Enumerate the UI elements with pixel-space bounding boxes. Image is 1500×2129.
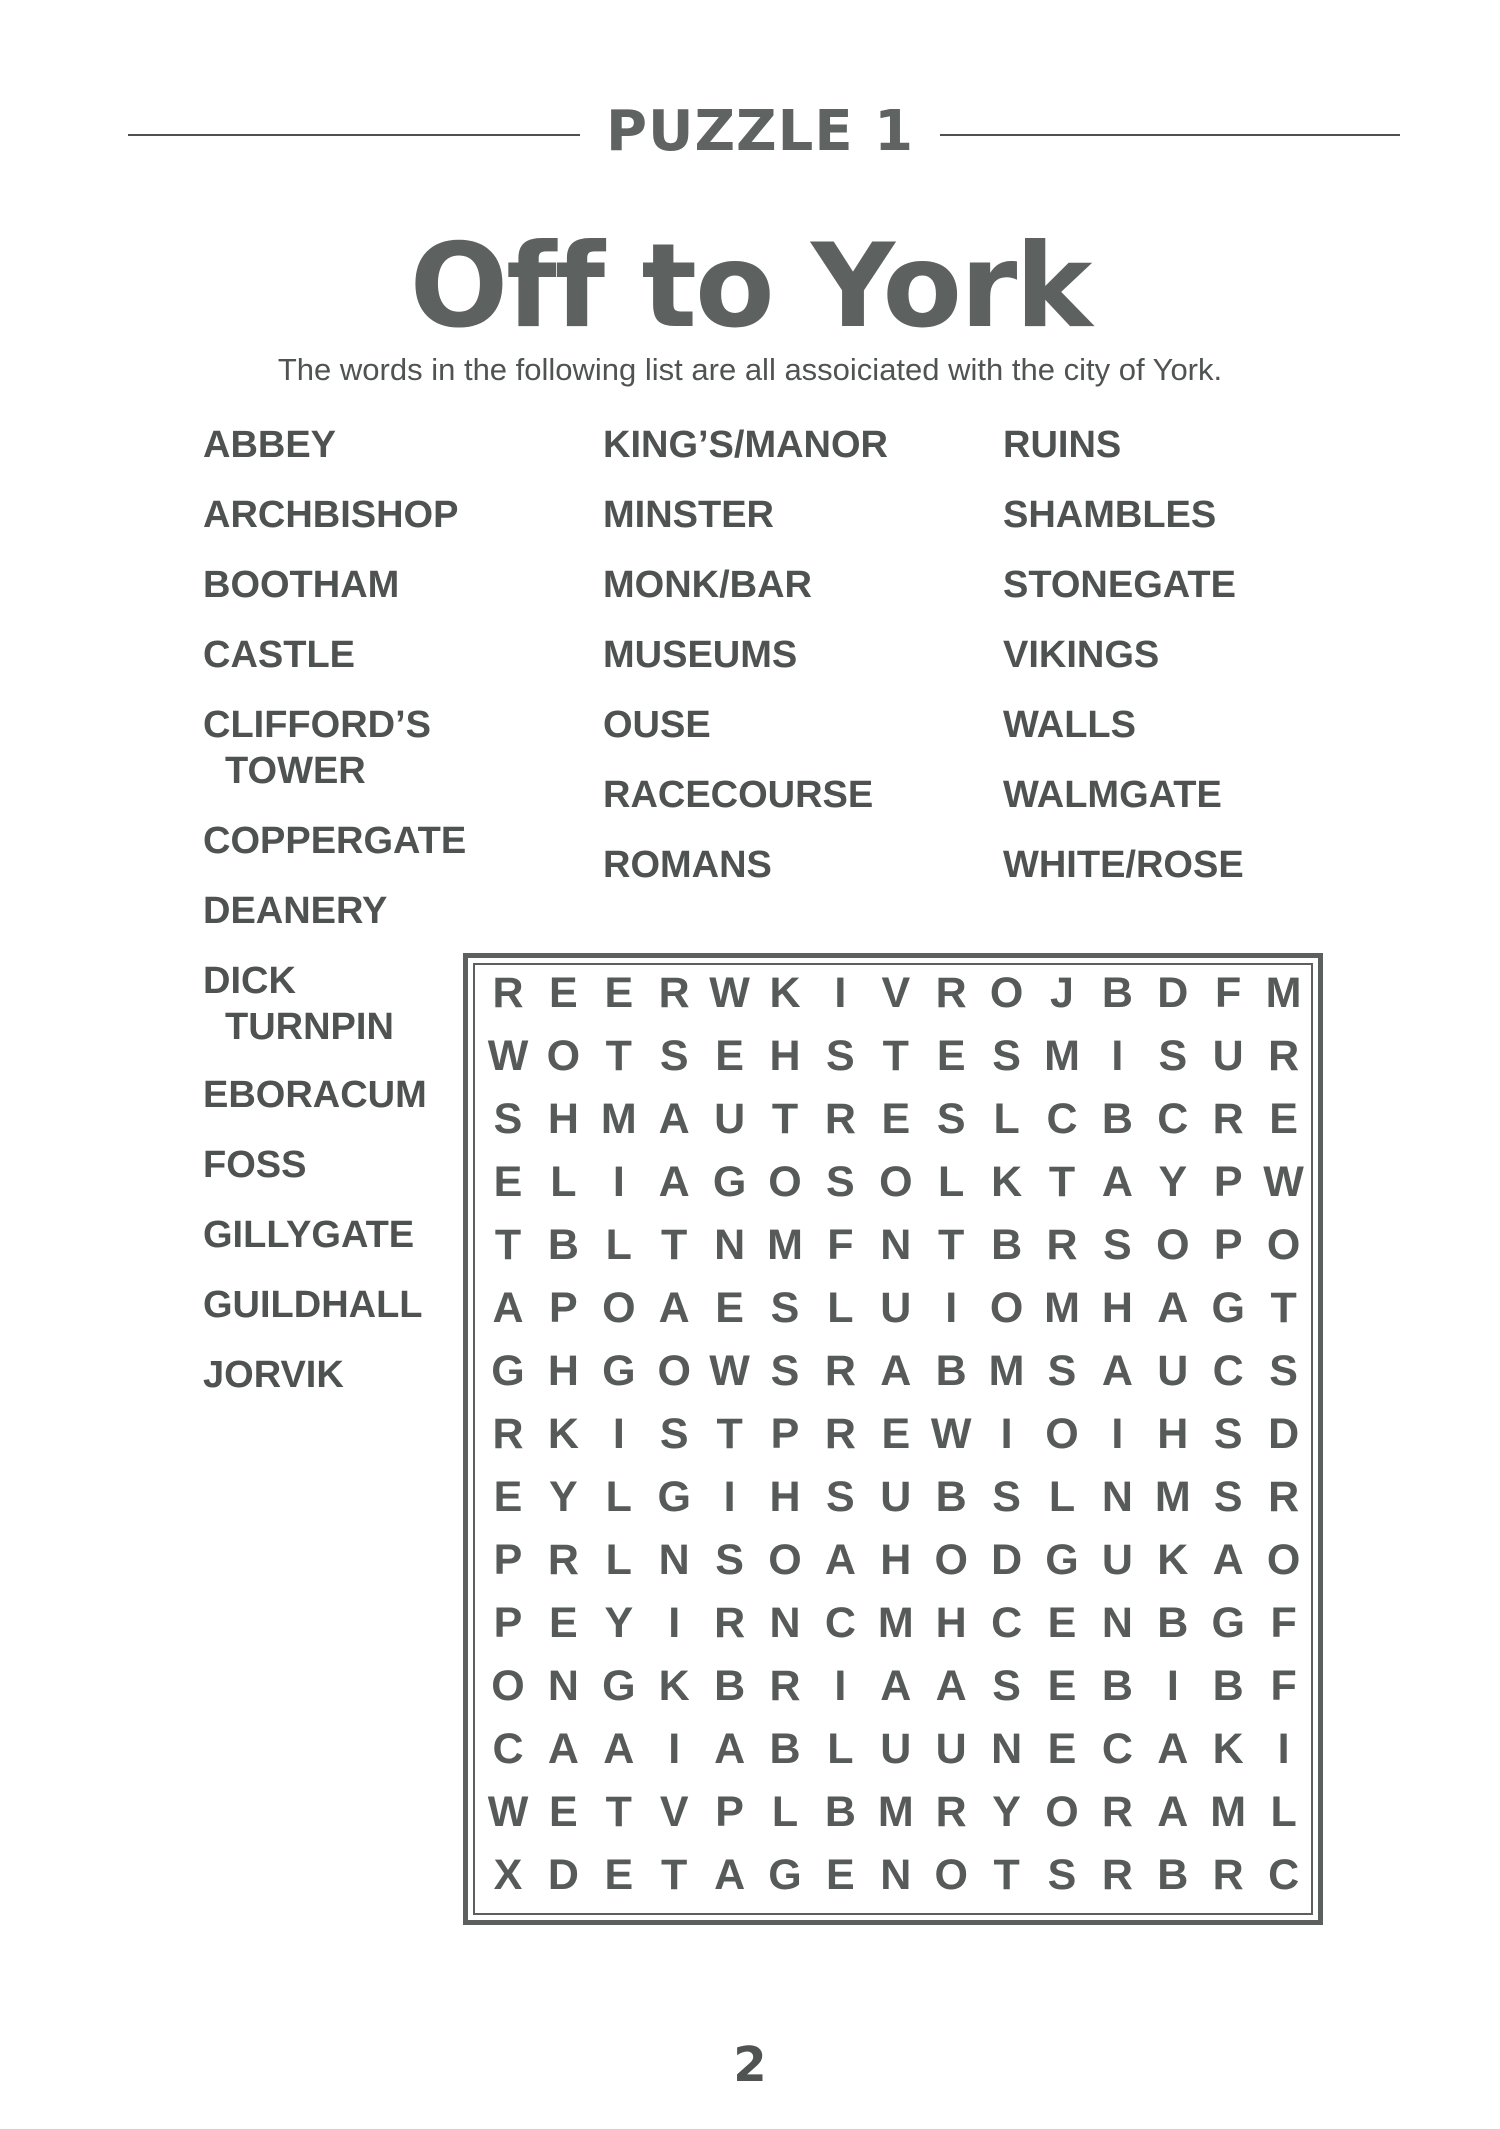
grid-cell: K [769, 969, 801, 1017]
grid-cell: A [1157, 1725, 1189, 1773]
grid-cell: T [494, 1221, 522, 1269]
grid-cell: P [715, 1788, 744, 1836]
grid-cell: N [658, 1536, 690, 1584]
grid-cell: B [935, 1473, 967, 1521]
grid-cell: H [935, 1599, 967, 1647]
grid-cell: H [547, 1095, 579, 1143]
grid-cell: E [1269, 1095, 1298, 1143]
grid-cell: S [659, 1032, 689, 1080]
grid-cell: C [1268, 1851, 1300, 1899]
grid-cell: W [487, 1032, 529, 1080]
grid-cell: R [492, 969, 524, 1017]
grid-cell: G [1211, 1599, 1245, 1647]
grid-cell: L [993, 1095, 1020, 1143]
grid-cell: P [770, 1410, 800, 1458]
word-list-item [203, 632, 355, 678]
grid-cell: M [1265, 969, 1302, 1017]
word-list-item-line: COPPERGATE [203, 820, 467, 862]
grid-cell: E [1047, 1725, 1077, 1773]
grid-cell: M [1210, 1788, 1247, 1836]
grid-cell: R [1101, 1788, 1133, 1836]
grid-cell: D [547, 1851, 579, 1899]
grid-cell: B [1157, 1599, 1189, 1647]
grid-cell: B [824, 1788, 856, 1836]
grid-cell: O [768, 1536, 802, 1584]
grid-cell: E [493, 1158, 523, 1206]
grid-cell: R [935, 969, 967, 1017]
grid-cell: C [492, 1725, 524, 1773]
grid-cell: B [547, 1221, 579, 1269]
grid-cell: M [767, 1221, 803, 1269]
grid-cell: M [877, 1788, 914, 1836]
grid-cell: R [658, 969, 690, 1017]
grid-cell: O [934, 1851, 968, 1899]
grid-cell: L [605, 1221, 632, 1269]
grid-cell: E [549, 1599, 578, 1647]
grid-cell: A [1101, 1347, 1133, 1395]
word-list-item-line: DICK [203, 960, 296, 1002]
grid-cell: H [1101, 1284, 1133, 1332]
grid-cell: T [1270, 1284, 1297, 1332]
grid-cell: U [880, 1473, 912, 1521]
grid-cell: F [1270, 1599, 1297, 1647]
grid-cell: R [769, 1662, 801, 1710]
grid-cell: C [824, 1599, 856, 1647]
grid-cell: O [1045, 1410, 1079, 1458]
grid-cell: I [612, 1410, 625, 1458]
grid-cell: U [880, 1725, 912, 1773]
grid-cell: U [1212, 1032, 1244, 1080]
grid-cell: I [668, 1725, 681, 1773]
word-list-item [203, 888, 387, 934]
grid-cell: A [1212, 1536, 1244, 1584]
header-rule-left [128, 134, 580, 136]
grid-cell: A [714, 1851, 746, 1899]
grid-cell: T [605, 1788, 632, 1836]
grid-cell: S [1047, 1851, 1077, 1899]
grid-cell: Y [604, 1599, 634, 1647]
grid-cell: N [714, 1221, 746, 1269]
grid-cell: I [1111, 1032, 1124, 1080]
grid-cell: R [1212, 1095, 1244, 1143]
grid-cell: R [1268, 1032, 1300, 1080]
grid-cell: E [549, 1788, 578, 1836]
grid-cell: B [1101, 969, 1133, 1017]
grid-cell: P [1213, 1221, 1243, 1269]
grid-cell: O [934, 1536, 968, 1584]
grid-cell: B [1101, 1095, 1133, 1143]
grid-cell: W [709, 1347, 750, 1395]
grid-cell: E [881, 1410, 911, 1458]
grid-cell: C [1046, 1095, 1078, 1143]
word-list-item-line: BOOTHAM [203, 564, 400, 606]
grid-cell: S [826, 1032, 855, 1080]
grid-cell: U [935, 1725, 967, 1773]
grid-cell: T [882, 1032, 909, 1080]
word-list-item: WALMGATE [1003, 774, 1222, 816]
grid-cell: R [714, 1599, 746, 1647]
grid-cell: A [1157, 1788, 1189, 1836]
grid-cell: S [1047, 1347, 1077, 1395]
word-list-item [203, 1352, 344, 1398]
grid-cell: Y [549, 1473, 578, 1521]
grid-cell: S [1103, 1221, 1132, 1269]
grid-cell: O [546, 1032, 581, 1080]
grid-cell: T [716, 1410, 743, 1458]
grid-cell: K [658, 1662, 690, 1710]
grid-cell: R [824, 1095, 856, 1143]
grid-cell: N [1101, 1473, 1133, 1521]
grid-cell: O [602, 1284, 636, 1332]
grid-cell: S [1269, 1347, 1298, 1395]
word-list-item: MONK/BAR [603, 564, 812, 606]
grid-cell: R [1268, 1473, 1300, 1521]
grid-cell: E [549, 969, 578, 1017]
grid-cell: R [824, 1410, 856, 1458]
grid-cell: I [1111, 1410, 1124, 1458]
grid-cell: B [991, 1221, 1023, 1269]
grid-cell: E [1047, 1599, 1077, 1647]
word-list-item: STONEGATE [1003, 564, 1236, 606]
grid-cell: E [604, 1851, 634, 1899]
grid-cell: K [991, 1158, 1023, 1206]
grid-cell: G [1211, 1284, 1245, 1332]
grid-cell: B [1212, 1662, 1244, 1710]
grid-cell: H [769, 1032, 801, 1080]
grid-cell: G [657, 1473, 691, 1521]
grid-cell: O [1156, 1221, 1190, 1269]
grid-cell: O [989, 1284, 1024, 1332]
header-rule-right [940, 134, 1400, 136]
grid-cell: W [930, 1410, 972, 1458]
grid-cell: I [834, 969, 847, 1017]
grid-cell: L [1270, 1788, 1297, 1836]
word-list-item-line: ARCHBISHOP [203, 494, 459, 536]
page-number: 2 [733, 2037, 767, 2093]
grid-cell: S [992, 1473, 1021, 1521]
grid-cell: B [1157, 1851, 1189, 1899]
grid-cell: A [547, 1725, 579, 1773]
grid-cell: L [938, 1158, 965, 1206]
grid-cell: S [826, 1158, 855, 1206]
grid-cell: A [935, 1662, 967, 1710]
word-list-item [203, 818, 466, 864]
grid-cell: R [492, 1410, 524, 1458]
grid-cell: G [491, 1347, 525, 1395]
grid-cell: A [603, 1725, 635, 1773]
word-list-item [203, 1142, 306, 1188]
grid-cell: K [1212, 1725, 1244, 1773]
grid-cell: E [936, 1032, 966, 1080]
grid-cell: O [768, 1158, 802, 1206]
grid-cell: O [989, 969, 1024, 1017]
grid-cell: T [993, 1851, 1020, 1899]
grid-cell: M [988, 1347, 1025, 1395]
grid-cell: I [612, 1158, 625, 1206]
grid-cell: E [715, 1284, 744, 1332]
grid-cell: M [1044, 1032, 1080, 1080]
grid-cell: O [491, 1662, 525, 1710]
puzzle-label: PUZZLE 1 [605, 99, 915, 164]
grid-cell: B [1101, 1662, 1133, 1710]
grid-cell: H [880, 1536, 912, 1584]
grid-cell: S [992, 1032, 1021, 1080]
grid-cell: C [1101, 1725, 1133, 1773]
word-list-item: KING’S/MANOR [603, 424, 888, 466]
grid-cell: R [547, 1536, 579, 1584]
word-list-item [203, 1282, 423, 1328]
grid-cell: J [1050, 969, 1074, 1017]
grid-cell: A [1101, 1158, 1133, 1206]
grid-cell: U [1101, 1536, 1133, 1584]
grid-cell: O [879, 1158, 913, 1206]
word-list-item-line: FOSS [203, 1144, 307, 1186]
word-list-item: SHAMBLES [1003, 494, 1217, 536]
word-list-item-line: EBORACUM [203, 1074, 427, 1116]
grid-cell: G [1045, 1536, 1079, 1584]
grid-cell: N [880, 1221, 912, 1269]
grid-cell: L [550, 1158, 577, 1206]
grid-cell: A [880, 1662, 912, 1710]
grid-cell: M [1154, 1473, 1191, 1521]
grid-cell: N [769, 1599, 801, 1647]
word-list-item [203, 702, 431, 794]
grid-cell: N [1101, 1599, 1133, 1647]
word-list-item-line: TOWER [225, 750, 366, 792]
grid-cell: G [712, 1158, 747, 1206]
grid-cell: V [659, 1788, 689, 1836]
grid-cell: E [604, 969, 634, 1017]
grid-cell: T [1048, 1158, 1076, 1206]
word-list-item-line: CLIFFORD’S [203, 704, 431, 746]
grid-cell: R [1046, 1221, 1078, 1269]
word-list-item: RACECOURSE [603, 774, 874, 816]
grid-cell: M [877, 1599, 914, 1647]
grid-cell: B [769, 1725, 801, 1773]
word-list-item: WHITE/ROSE [1003, 844, 1244, 886]
grid-cell: R [935, 1788, 967, 1836]
grid-cell: I [1277, 1725, 1290, 1773]
grid-cell: O [1045, 1788, 1079, 1836]
grid-cell: B [714, 1662, 746, 1710]
grid-cell: Y [992, 1788, 1021, 1836]
grid-cell: Y [1158, 1158, 1188, 1206]
grid-cell: S [1158, 1032, 1188, 1080]
grid-cell: W [487, 1788, 529, 1836]
grid-cell: A [658, 1158, 690, 1206]
grid-cell: U [714, 1095, 746, 1143]
grid-cell: T [661, 1221, 688, 1269]
grid-cell: L [1048, 1473, 1076, 1521]
grid-cell: A [658, 1095, 690, 1143]
word-list-item: MINSTER [603, 494, 774, 536]
grid-cell: S [770, 1347, 800, 1395]
grid-cell: A [880, 1347, 912, 1395]
grid-cell: U [880, 1284, 912, 1332]
grid-cell: I [1166, 1662, 1179, 1710]
word-list-item [203, 422, 336, 468]
grid-cell: E [1047, 1662, 1077, 1710]
grid-cell: F [827, 1221, 854, 1269]
grid-cell: P [549, 1284, 578, 1332]
grid-cell: O [657, 1347, 691, 1395]
word-list-item [203, 562, 399, 608]
grid-cell: R [824, 1347, 856, 1395]
grid-cell: G [602, 1662, 636, 1710]
grid-cell: S [659, 1410, 689, 1458]
word-list-item: OUSE [603, 704, 711, 746]
grid-cell: E [826, 1851, 855, 1899]
grid-cell: F [1215, 969, 1242, 1017]
grid-cell: L [771, 1788, 799, 1836]
grid-cell: H [547, 1347, 579, 1395]
grid-cell: O [1266, 1536, 1301, 1584]
grid-cell: L [827, 1284, 854, 1332]
grid-cell: W [709, 969, 750, 1017]
grid-cell: C [991, 1599, 1023, 1647]
word-list-item-line: CASTLE [203, 634, 355, 676]
grid-cell: A [1157, 1284, 1189, 1332]
grid-cell: S [826, 1473, 855, 1521]
grid-cell: H [769, 1473, 801, 1521]
grid-cell: A [492, 1284, 524, 1332]
grid-cell: A [824, 1536, 856, 1584]
grid-cell: D [991, 1536, 1023, 1584]
word-list-item-line: GILLYGATE [203, 1214, 415, 1256]
grid-cell: K [547, 1410, 579, 1458]
grid-cell: W [1263, 1158, 1304, 1206]
grid-cell: I [723, 1473, 736, 1521]
word-list-item: RUINS [1003, 424, 1122, 466]
grid-cell: N [880, 1851, 912, 1899]
grid-cell: U [1157, 1347, 1189, 1395]
grid-cell: S [715, 1536, 744, 1584]
grid-cell: S [1213, 1410, 1243, 1458]
grid-cell: O [1266, 1221, 1301, 1269]
grid-cell: V [881, 969, 911, 1017]
grid-cell: A [658, 1284, 690, 1332]
grid-cell: D [1268, 1410, 1300, 1458]
word-list-item-line: DEANERY [203, 890, 388, 932]
grid-cell: T [661, 1851, 688, 1899]
word-list-item: MUSEUMS [603, 634, 798, 676]
grid-cell: M [600, 1095, 637, 1143]
grid-cell: R [1101, 1851, 1133, 1899]
grid-cell: B [935, 1347, 967, 1395]
word-list-item: WALLS [1003, 704, 1136, 746]
word-list-item-line: GUILDHALL [203, 1284, 423, 1326]
grid-cell: S [770, 1284, 800, 1332]
word-list-item-line: TURNPIN [225, 1006, 394, 1048]
word-list-item [203, 958, 394, 1050]
grid-cell: S [936, 1095, 966, 1143]
grid-cell: N [991, 1725, 1023, 1773]
grid-cell: G [602, 1347, 636, 1395]
grid-cell: S [493, 1095, 523, 1143]
grid-cell: I [668, 1599, 681, 1647]
grid-cell: T [938, 1221, 965, 1269]
grid-cell: H [1157, 1410, 1189, 1458]
word-list-item [203, 1212, 414, 1258]
page-subtitle: The words in the following list are all assoiciated with the city of York. [277, 352, 1223, 387]
word-list-item-line: JORVIK [203, 1354, 344, 1396]
grid-cell: E [715, 1032, 744, 1080]
grid-cell: E [493, 1473, 523, 1521]
grid-cell: P [493, 1599, 523, 1647]
grid-cell: L [605, 1473, 632, 1521]
grid-cell: X [493, 1851, 523, 1899]
page-title: Off to York [409, 219, 1091, 354]
grid-cell: E [881, 1095, 911, 1143]
grid-cell: I [834, 1662, 847, 1710]
word-list-item [203, 1072, 427, 1118]
grid-cell: P [493, 1536, 523, 1584]
grid-cell: I [945, 1284, 958, 1332]
grid-cell: A [714, 1725, 746, 1773]
grid-cell: C [1212, 1347, 1244, 1395]
grid-cell: G [768, 1851, 802, 1899]
grid-cell: N [547, 1662, 579, 1710]
grid-cell: P [1213, 1158, 1243, 1206]
grid-cell: R [1212, 1851, 1244, 1899]
grid-cell: K [1157, 1536, 1189, 1584]
word-list-item: ROMANS [603, 844, 772, 886]
grid-cell: C [1157, 1095, 1189, 1143]
grid-cell: T [605, 1032, 632, 1080]
grid-cell: M [1044, 1284, 1080, 1332]
grid-cell: T [771, 1095, 799, 1143]
grid-cell: F [1270, 1662, 1297, 1710]
grid-cell: L [605, 1536, 632, 1584]
word-list-item [203, 492, 458, 538]
grid-cell: S [992, 1662, 1021, 1710]
grid-cell: S [1213, 1473, 1243, 1521]
grid-cell: L [827, 1725, 854, 1773]
grid-cell: D [1157, 969, 1189, 1017]
word-list-item-line: ABBEY [203, 424, 337, 466]
word-list-item: VIKINGS [1003, 634, 1160, 676]
grid-cell: I [1000, 1410, 1013, 1458]
